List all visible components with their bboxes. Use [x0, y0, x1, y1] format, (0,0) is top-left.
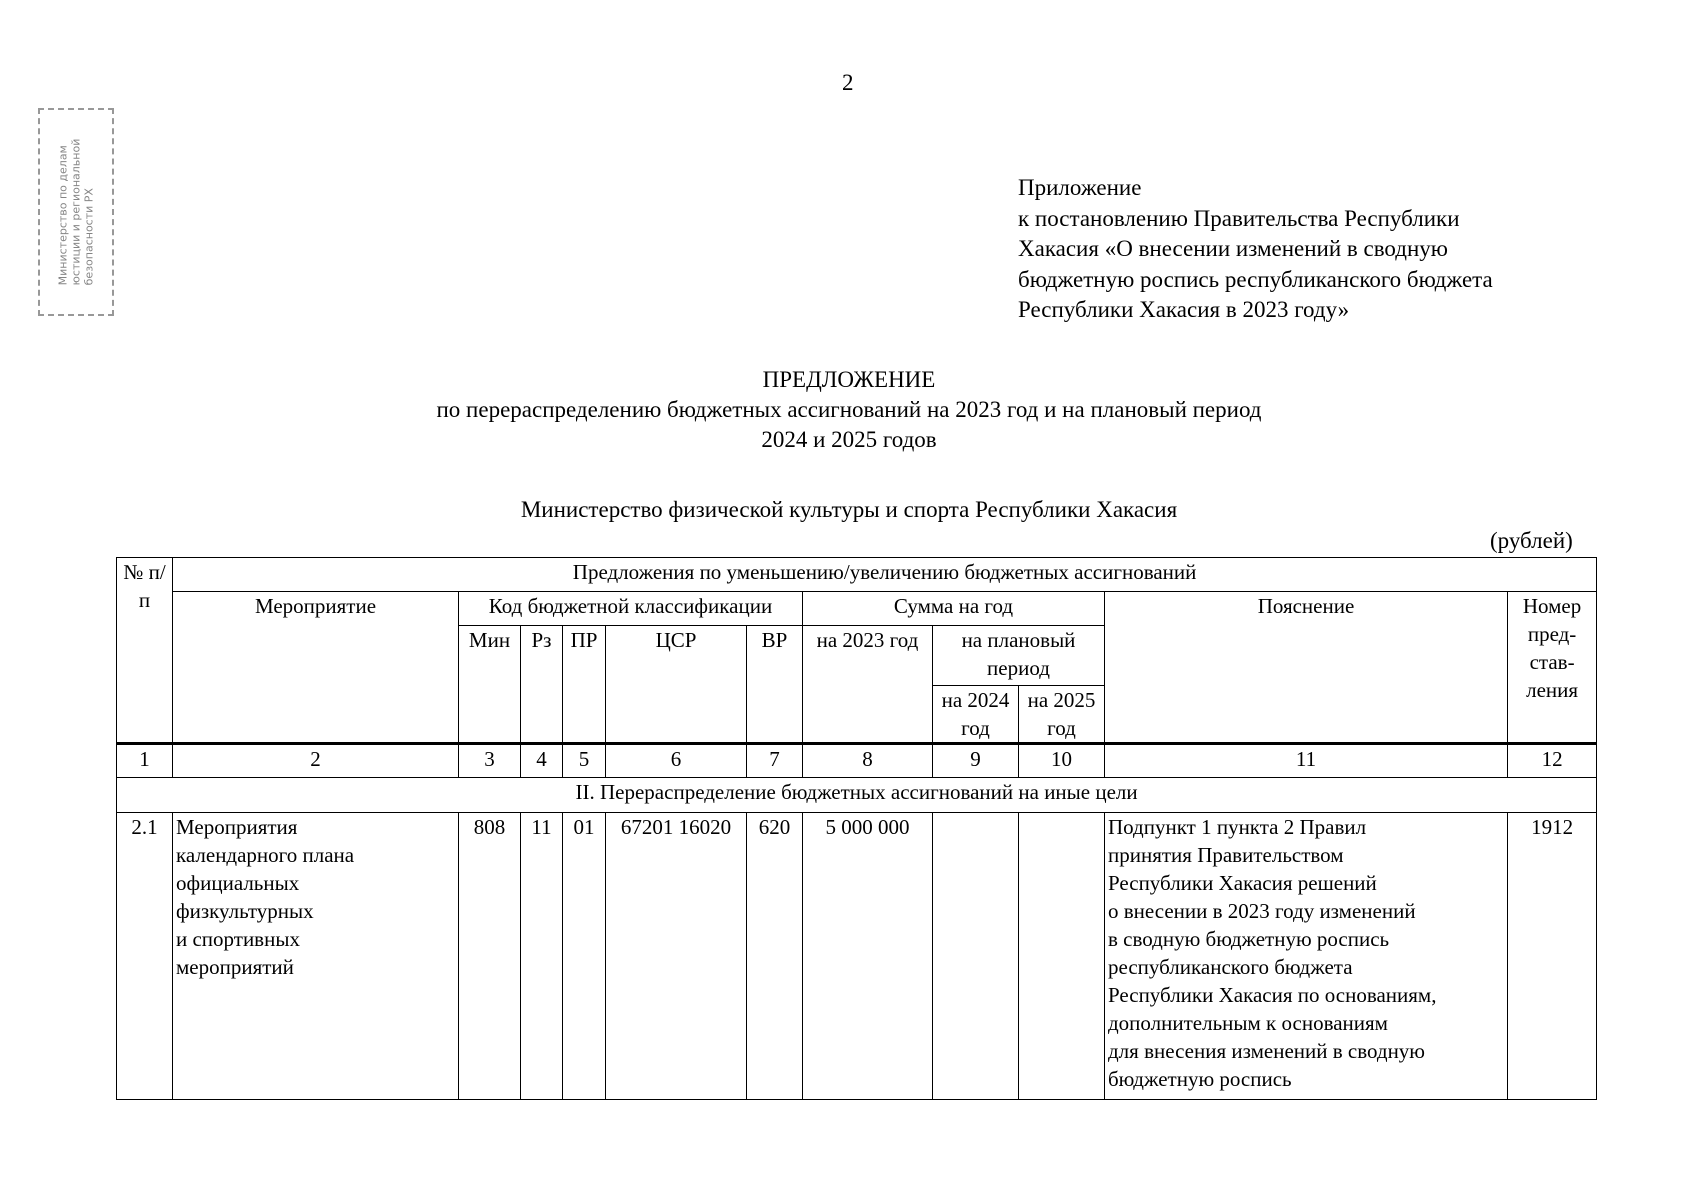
header-vr: ВР: [747, 626, 803, 744]
header-code: Код бюджетной классификации: [459, 592, 803, 626]
stamp-line: юстиции и региональной: [69, 138, 83, 286]
header-explanation: Пояснение: [1105, 592, 1508, 744]
stamp-line: безопасности РХ: [82, 188, 96, 286]
header-proposals: Предложения по уменьшению/увеличению бюджетных ассигнований: [173, 558, 1597, 592]
page-number: 2: [842, 70, 854, 95]
row-pr: 01: [563, 813, 606, 1100]
event-line: мероприятий: [176, 955, 294, 979]
title-heading: ПРЕДЛОЖЕНИЕ: [762, 367, 936, 392]
event-line: календарного плана: [176, 843, 355, 867]
title-line: 2024 и 2025 годов: [761, 427, 937, 452]
header-csr: ЦСР: [606, 626, 747, 744]
units-label: (рублей): [1490, 528, 1573, 553]
column-number: 6: [606, 744, 747, 778]
explanation-line: принятия Правительством: [1108, 843, 1344, 867]
explanation-line: республиканского бюджета: [1108, 955, 1353, 979]
column-number: 3: [459, 744, 521, 778]
registration-stamp: [38, 108, 114, 316]
appendix-line: бюджетную роспись республиканского бюджета: [1018, 266, 1493, 292]
explanation-line: Республики Хакасия решений: [1108, 871, 1377, 895]
column-number: 11: [1105, 744, 1508, 778]
column-number: 2: [173, 744, 459, 778]
row-min: 808: [459, 813, 521, 1100]
appendix-line: Приложение: [1018, 175, 1142, 200]
header-num: [117, 558, 173, 744]
header-sum: Сумма на год: [803, 592, 1105, 626]
row-explanation: [1105, 813, 1508, 1100]
event-line: Мероприятия: [176, 815, 298, 839]
explanation-line: Подпункт 1 пункта 2 Правил: [1108, 815, 1367, 839]
header-submission-number: Номер пред-став-ления: [1508, 592, 1597, 744]
row-2024: [933, 813, 1019, 1100]
explanation-line: о внесении в 2023 году изменений: [1108, 899, 1416, 923]
header-pr: ПР: [563, 626, 606, 744]
appendix-line: к постановлению Правительства Республики: [1018, 205, 1460, 231]
stamp-text: [57, 139, 96, 286]
event-line: официальных: [176, 871, 300, 895]
header-2024: на 2024 год: [933, 686, 1019, 744]
ministry-name: Министерство физической культуры и спорта Республики Хакасия: [520, 497, 1178, 522]
document-title: [0, 365, 1698, 455]
header-planned-period: на плановый период: [933, 626, 1105, 686]
header-rz: Рз: [521, 626, 563, 744]
row-2023: 5 000 000: [803, 813, 933, 1100]
title-line: по перераспределению бюджетных ассигнований на 2023 год и на плановый период: [436, 397, 1262, 422]
row-vr: 620: [747, 813, 803, 1100]
stamp-line: Министерство по делам: [56, 145, 70, 286]
explanation-line: в сводную бюджетную роспись: [1108, 927, 1390, 951]
table-row: [117, 813, 1597, 1100]
column-number: 12: [1508, 744, 1597, 778]
header-event: Мероприятие: [173, 592, 459, 744]
row-2025: [1019, 813, 1105, 1100]
section-title: II. Перераспределение бюджетных ассигнований на иные цели: [117, 778, 1597, 813]
explanation-line: бюджетную роспись: [1108, 1067, 1292, 1091]
row-num: 2.1: [117, 813, 173, 1100]
explanation-line: для внесения изменений в сводную: [1108, 1039, 1425, 1063]
header-num-text: № п/п: [123, 560, 166, 612]
column-number: 10: [1019, 744, 1105, 778]
event-line: физкультурных: [176, 899, 314, 923]
header-2025: на 2025 год: [1019, 686, 1105, 744]
explanation-line: дополнительным к основаниям: [1108, 1011, 1388, 1035]
appendix-line: Республики Хакасия в 2023 году»: [1018, 297, 1350, 322]
column-number: 5: [563, 744, 606, 778]
appendix-note: [1018, 173, 1618, 326]
column-number: 9: [933, 744, 1019, 778]
header-min: Мин: [459, 626, 521, 744]
row-csr: 67201 16020: [606, 813, 747, 1100]
column-number: 7: [747, 744, 803, 778]
column-number: 1: [117, 744, 173, 778]
column-number: 4: [521, 744, 563, 778]
header-2023: на 2023 год: [803, 626, 933, 744]
column-number: 8: [803, 744, 933, 778]
row-submission-number: 1912: [1508, 813, 1597, 1100]
explanation-line: Республики Хакасия по основаниям,: [1108, 983, 1437, 1007]
budget-table: [116, 557, 1597, 1100]
event-line: и спортивных: [176, 927, 300, 951]
row-rz: 11: [521, 813, 563, 1100]
row-event: [173, 813, 459, 1100]
appendix-line: Хакасия «О внесении изменений в сводную: [1018, 236, 1448, 261]
